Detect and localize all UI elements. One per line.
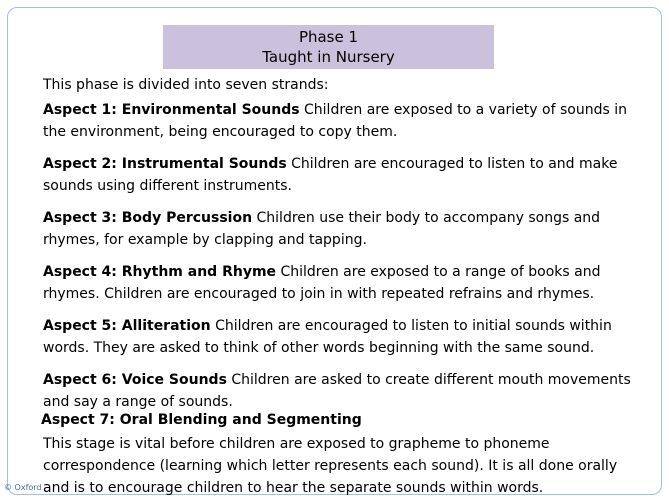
phase-header <box>163 25 494 69</box>
aspect-7-text: This stage is vital before children are exposed to grapheme to phoneme correspondence (learning which letter represents each sound). It is all done orally and is to encourage children to hear the separate sounds within words. <box>43 436 618 496</box>
aspect-6 <box>43 369 633 413</box>
aspect-3-text: Children use their body to accompany songs and rhymes, for example by clapping and tapping. <box>43 210 601 248</box>
aspect-4 <box>43 261 633 305</box>
copyright-text: © Oxford <box>4 483 42 492</box>
aspect-1-title: Aspect 1: Environmental Sounds <box>43 102 300 118</box>
aspect-7-title: Aspect 7: Oral Blending and Segmenting <box>41 412 362 428</box>
aspect-6-title: Aspect 6: Voice Sounds <box>43 372 227 388</box>
phase-subtitle: Taught in Nursery <box>262 48 395 66</box>
aspect-4-title: Aspect 4: Rhythm and Rhyme <box>43 264 277 280</box>
aspect-2-text: Children are encouraged to listen to and make sounds using different instruments. <box>43 156 618 194</box>
aspect-5 <box>43 315 633 359</box>
aspect-5-title: Aspect 5: Alliteration <box>43 318 211 334</box>
aspect-3 <box>43 207 633 251</box>
aspect-1 <box>43 99 633 143</box>
aspect-3-title: Aspect 3: Body Percussion <box>43 210 253 226</box>
aspect-1-text: Children are exposed to a variety of sounds in the environment, being encouraged to copy them. <box>43 102 627 140</box>
intro-text: This phase is divided into seven strands: <box>43 77 329 93</box>
aspect-5-text: Children are encouraged to listen to initial sounds within words. They are asked to think of other words beginning with the same sound. <box>43 318 612 356</box>
aspect-2-title: Aspect 2: Instrumental Sounds <box>43 156 287 172</box>
aspect-4-text: Children are exposed to a range of books and rhymes. Children are encouraged to join in with repeated refrains and rhymes. <box>43 264 601 302</box>
aspect-6-text: Children are asked to create different mouth movements and say a range of sounds. <box>43 372 631 410</box>
phase-title: Phase 1 <box>298 28 359 46</box>
aspect-2 <box>43 153 633 197</box>
